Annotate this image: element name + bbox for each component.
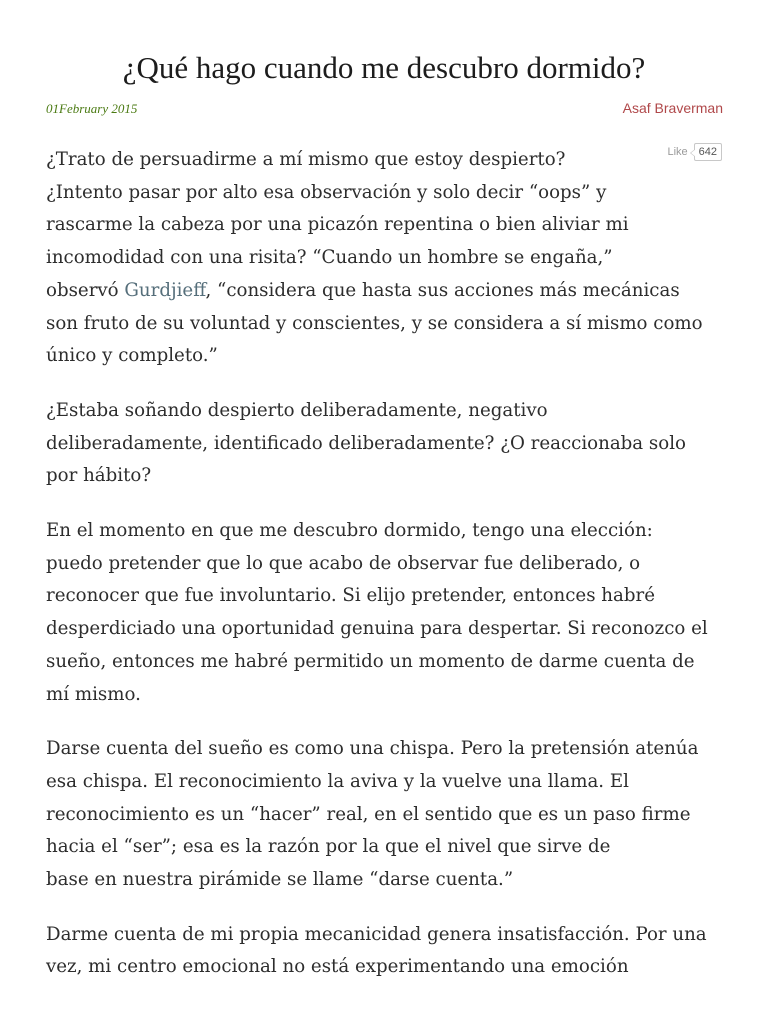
like-button[interactable]: Like (667, 146, 688, 158)
text-line: rascarme la cabeza por una picazón repentina o bien aliviar mi (46, 214, 629, 236)
text-line (46, 275, 726, 308)
text-line: mí mismo. (46, 683, 141, 705)
text-line: ¿Estaba soñando despierto deliberadamente, negativo (46, 399, 548, 421)
gurdjieff-link[interactable]: Gurdjieff (124, 279, 206, 301)
text-fragment: observó (46, 279, 125, 301)
text-line: hacia el “ser”; esa es la razón por la que el nivel que sirve de (46, 836, 611, 858)
text-line: reconocimiento es un “hacer” real, en el sentido que es un paso firme (46, 803, 691, 825)
text-line: ¿Intento pasar por alto esa observación y solo decir “oops” y (46, 181, 607, 203)
text-line: son fruto de su voluntad y conscientes, y se considera a sí mismo como (46, 312, 703, 334)
text-line: ¿Trato de persuadirme a mí mismo que estoy despierto? (46, 149, 566, 170)
like-count-badge: 642 (694, 143, 722, 161)
paragraph (46, 515, 726, 711)
paragraph (46, 733, 726, 897)
text-line: único y completo.” (46, 345, 218, 367)
text-line: desperdiciado una oportunidad genuina para despertar. Si reconozco el (46, 618, 708, 640)
text-line: base en nuestra pirámide se llame “darse cuenta.” (46, 869, 514, 891)
paragraph (46, 919, 726, 984)
text-line: deliberadamente, identificado deliberadamente? ¿O reaccionaba solo (46, 432, 686, 454)
article-body (46, 144, 726, 1006)
article-title: ¿Qué hago cuando me descubro dormido? (122, 50, 646, 85)
text-line: esa chispa. El reconocimiento la aviva y la vuelve una llama. El (46, 770, 629, 792)
paragraph (46, 144, 726, 373)
text-line: por hábito? (46, 465, 152, 487)
text-line: incomodidad con una risita? “Cuando un hombre se engaña,” (46, 247, 613, 269)
text-line: reconocer que fue involuntario. Si elijo pretender, entonces habré (46, 585, 655, 607)
text-fragment: , “considera que hasta sus acciones más mecánicas (205, 279, 680, 301)
text-line: vez, mi centro emocional no está experimentando una emoción (46, 956, 629, 978)
author-link[interactable]: Asaf Braverman (622, 100, 723, 116)
text-line: Darme cuenta de mi propia mecanicidad genera insatisfacción. Por una (46, 923, 707, 945)
text-line: En el momento en que me descubro dormido, tengo una elección: (46, 520, 653, 542)
text-line: puedo pretender que lo que acabo de observar fue deliberado, o (46, 552, 641, 574)
paragraph (46, 395, 726, 493)
text-line: sueño, entonces me habré permitido un momento de darme cuenta de (46, 650, 695, 672)
text-line: Darse cuenta del sueño es como una chispa. Pero la pretensión atenúa (46, 738, 699, 760)
article-date: 01February 2015 (46, 101, 138, 116)
